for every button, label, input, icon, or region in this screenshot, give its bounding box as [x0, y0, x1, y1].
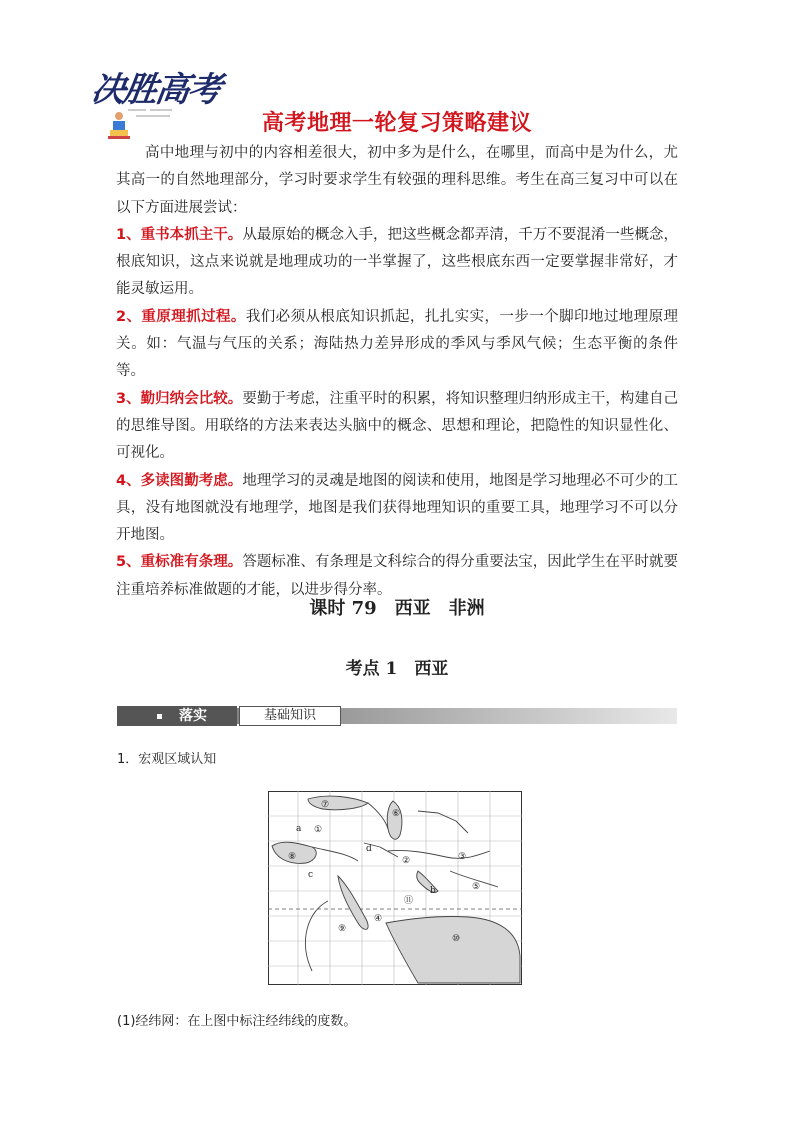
lesson-title: 课时 79 西亚 非洲: [309, 598, 485, 619]
tip-3-head: 3、勤归纳会比较。: [116, 390, 243, 407]
tip-2-head: 2、重原理抓过程。: [116, 308, 246, 325]
map-label-d: d: [366, 844, 372, 854]
map-label-4: ④: [374, 914, 383, 924]
map-label-3: ③: [458, 852, 467, 862]
map-label-9: ⑨: [338, 924, 347, 934]
tip-1-body: 从最原始的概念入手，把这些概念都弄清，千万不要混淆一些概念，根底知识，这点来说就是地理成功的一半掌握了，这些根底东西一定要掌握非常好，才能灵敏运用。: [116, 226, 679, 298]
map-label-10: ⑩: [452, 934, 461, 944]
square-bullet-icon: [157, 714, 162, 719]
map-label-5: ⑤: [472, 882, 481, 892]
page-title: 高考地理一轮复习策略建议: [261, 111, 532, 136]
intro-lead: 高中地理与初中的内容相差很大，初中多为是什么，在哪里，而高中是为什么，尤其高一的自然地理部分，学习时要求学生有较强的理科思维。考生在高三复习中可以在以下方面进展尝试：: [116, 145, 678, 216]
tip-4-head: 4、多读图勤考虑。: [116, 472, 243, 489]
tip-3-body: 要勤于考虑，注重平时的积累，将知识整理归纳形成主干，构建自己的思维导图。用联络的方法来表达头脑中的概念、思想和理论，把隐性的知识显性化、可视化。: [116, 390, 679, 462]
tip-5-body: 答题标准、有条理是文科综合的得分重要法宝，因此学生在平时就要注重培养标准做题的才能，以进步得分率。: [116, 554, 679, 598]
map-label-6: ⑥: [392, 809, 401, 819]
map-label-11: ⑪: [404, 896, 414, 906]
logo-text: 决胜高考: [88, 70, 223, 110]
tip-1-head: 1、重书本抓主干。: [116, 226, 243, 243]
map-label-c: c: [308, 870, 314, 880]
tip-5-head: 5、重标准有条理。: [116, 554, 243, 571]
map-label-a: a: [296, 824, 302, 834]
section-tab-practice: [117, 706, 237, 726]
tip-1: [116, 222, 678, 304]
intro-section: [116, 140, 678, 604]
west-asia-map: [268, 791, 522, 985]
map-caption: (1)经纬网：在上图中标注经纬线的度数。: [117, 1014, 357, 1029]
tip-2: [116, 304, 678, 386]
map-label-1: ①: [314, 825, 323, 835]
tip-4-body: 地理学习的灵魂是地图的阅读和使用，地图是学习地理必不可少的工具，没有地图就没有地理学，地图是我们获得地理知识的重要工具，地理学习不可以分开地图。: [116, 472, 679, 544]
map-label-7: ⑦: [321, 800, 330, 810]
map-label-8: ⑧: [288, 852, 297, 862]
tip-4: [116, 468, 678, 550]
item-1-heading: 1．宏观区域认知: [117, 752, 217, 767]
tip-2-body: 我们必须从根底知识抓起，扎扎实实，一步一个脚印地过地理原理关。如：气温与气压的关系；海陆热力差异形成的季风与季风气候；生态平衡的条件等。: [116, 308, 678, 380]
section-tab-practice-label: 落实: [179, 708, 207, 724]
point-title: 考点 1 西亚: [345, 659, 449, 679]
map-label-b: b: [430, 886, 436, 896]
section-bar: [117, 706, 677, 726]
tip-3: [116, 386, 678, 468]
map-label-2: ②: [402, 856, 411, 866]
section-tab-basics: 基础知识: [239, 706, 341, 726]
